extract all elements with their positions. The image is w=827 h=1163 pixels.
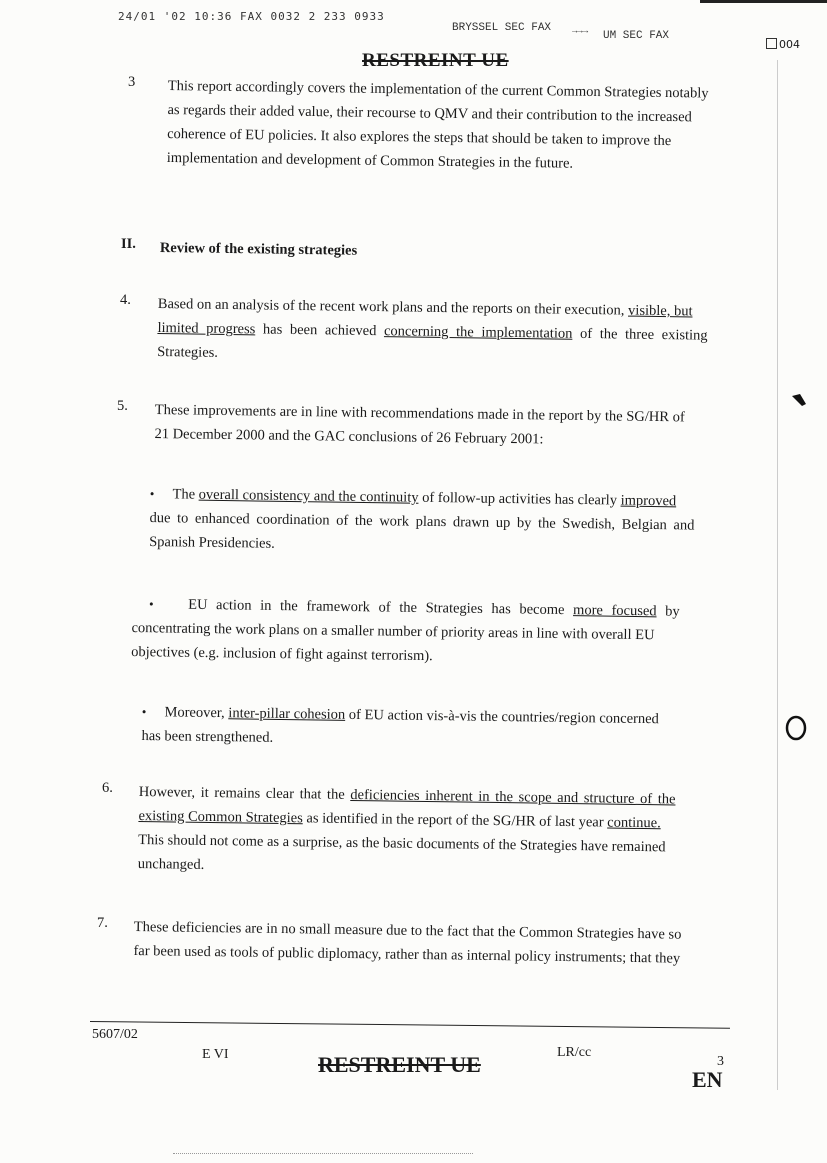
text-run: by [665,603,680,620]
paragraph-6 [138,780,735,884]
page-number: 3 [717,1054,724,1069]
paragraph-number: 6. [102,780,113,796]
paragraph-5 [154,398,751,454]
paragraph-line: has been strengthened. [141,727,274,746]
paragraph-line: concentrating the work plans on a smaller number of priority areas in line with overall EU [131,619,655,644]
bullet-item-1 [149,482,746,562]
paragraph-line: These improvements are in line with recommendations made in the report by the SG/HR of [154,401,685,426]
paragraph-line: Strategies. [157,343,219,361]
checkbox-icon [766,38,777,49]
underlined-text: deficiencies inherent in the scope and structure of the [350,786,676,808]
text-run: Based on an analysis of the recent work plans and the reports on their execution, [157,295,625,319]
text-run: However, it remains clear that the [138,783,345,803]
top-edge-mark [700,0,827,3]
paragraph-line: 21 December 2000 and the GAC conclusions of 26 February 2001: [154,425,544,448]
text-run: EU action in the framework of the Strategies has become [188,596,565,619]
section-title: Review of the existing strategies [159,240,358,259]
text-run: has been achieved [262,321,377,340]
underlined-text: existing Common Strategies [138,807,303,827]
bullet-icon: • [141,703,147,720]
fax-timestamp-line: 24/01 '02 10:36 FAX 0032 2 233 0933 [118,10,385,23]
bullet-icon: • [148,596,154,612]
bullet-item-2 [131,592,742,673]
paragraph-line: far been used as tools of public diplomacy, rather than as internal policy instruments; that they [133,942,681,967]
paragraph-line: implementation and development of Common Strategies in the future. [166,149,574,172]
department-code: E VI [202,1047,229,1062]
scan-edge-line [777,60,778,1090]
paragraph-number: 4. [120,292,131,308]
fax-sender: BRYSSEL SEC FAX [452,22,552,34]
paragraph-number: 3 [128,74,136,90]
fax-page-value: 004 [779,38,800,51]
underlined-text: visible, but [627,302,693,320]
text-run: of follow-up activities has clearly [422,489,618,509]
paragraph-line: due to enhanced coordination of the work plans drawn up by the Swedish, Belgian and [149,509,695,534]
paragraph-number: 5. [117,398,128,414]
paragraph-line: objectives (e.g. inclusion of fight against terrorism). [131,643,433,665]
text-run: of the three existing [579,325,708,344]
document-reference: 5607/02 [92,1027,138,1042]
scan-bottom-artifact [173,1153,473,1157]
underlined-text: improved [620,492,677,510]
underlined-text: continue. [607,814,661,832]
footer-rule [90,1021,730,1029]
paragraph-line: unchanged. [137,855,205,873]
paragraph-3 [167,74,758,178]
text-run: as identified in the report of the SG/HR of last year [306,810,604,831]
paragraph-line: coherence of EU policies. It also explores the steps that should be taken to improve the [167,125,672,150]
underlined-text: concerning the implementation [383,323,573,342]
typist-initials: LR/cc [557,1045,592,1060]
text-run: Moreover, [164,704,225,722]
fax-arrow: →→→ [572,26,589,36]
text-run: of EU action vis-à-vis the countries/region concerned [348,706,659,728]
paragraph-line: as regards their added value, their recourse to QMV and their contribution to the increased [167,101,692,126]
text-run: The [172,486,196,503]
paragraph-line: This should not come as a surprise, as the basic documents of the Strategies have remained [138,831,666,856]
fax-recipient: UM SEC FAX [603,30,670,42]
scan-mark-icon [791,392,807,408]
classification-top: RESTREINT UE [362,50,509,71]
underlined-text: inter-pillar cohesion [228,705,346,723]
paragraph-line: This report accordingly covers the implementation of the current Common Strategies notably [167,77,709,102]
classification-footer: RESTREINT UE [318,1052,481,1077]
paragraph-line: Spanish Presidencies. [149,533,275,552]
paragraph-4 [157,292,752,372]
underlined-text: limited progress [157,319,256,338]
fax-page-number [766,38,800,51]
paragraph-number: 7. [97,915,108,931]
punch-hole-icon [784,715,808,741]
section-number: II. [121,236,136,252]
language-code: EN [692,1067,723,1092]
bullet-item-3 [141,700,738,756]
paragraph-line: These deficiencies are in no small measure due to the fact that the Common Strategies have so [133,918,682,943]
underlined-text: more focused [572,602,657,620]
underlined-text: overall consistency and the continuity [198,486,419,506]
paragraph-7 [133,915,734,971]
bullet-icon: • [149,485,155,502]
